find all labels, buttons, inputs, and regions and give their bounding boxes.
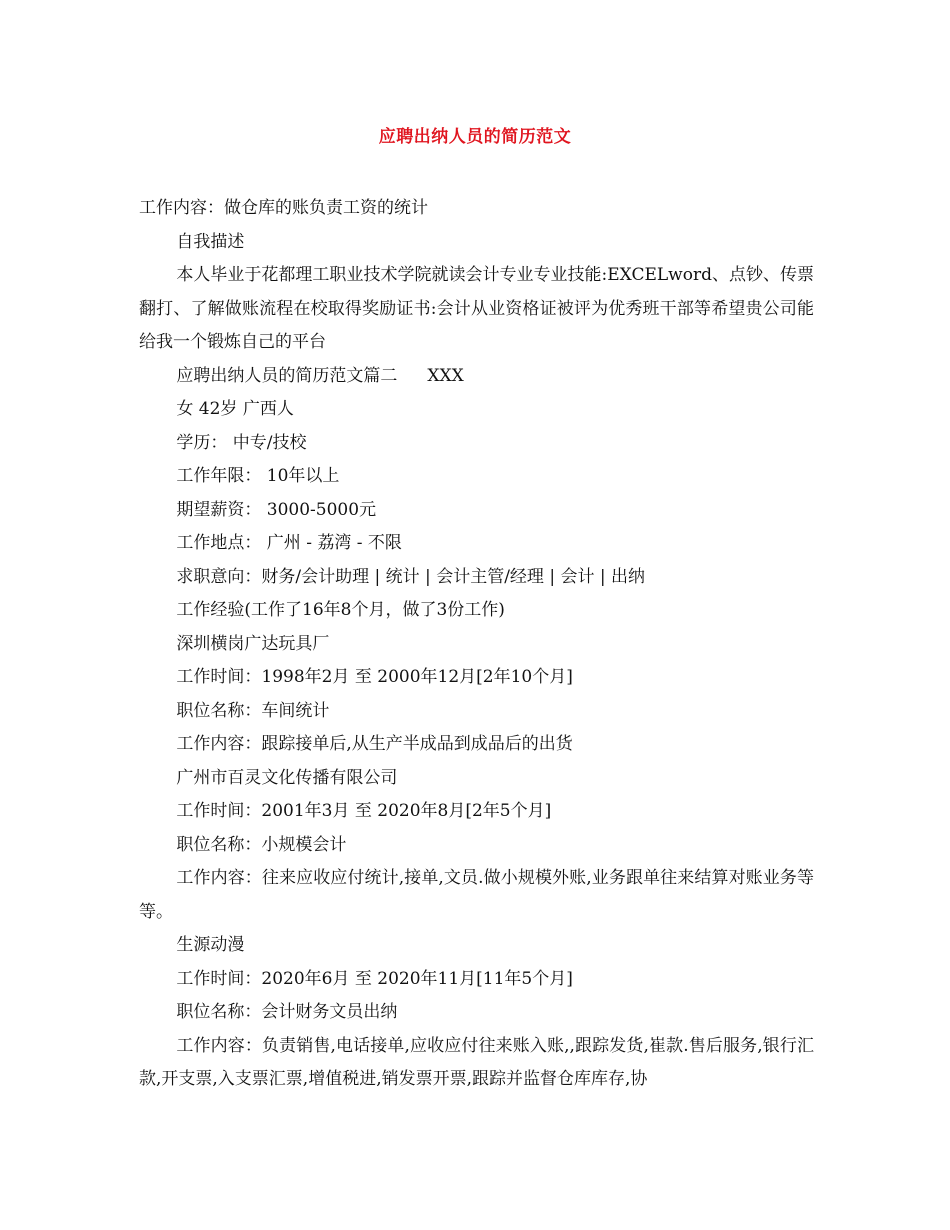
paragraph-company-1-position: 职位名称：车间统计 bbox=[176, 700, 330, 721]
paragraph-work-content-1: 工作内容：做仓库的账负责工资的统计 bbox=[139, 198, 428, 218]
paragraph-resume-two-heading bbox=[139, 360, 814, 394]
paragraph-personal-info: 女 42岁 广西人 bbox=[176, 399, 294, 419]
paragraph-company-1-content: 工作内容：跟踪接单后,从生产半成品到成品后的出货 bbox=[176, 734, 573, 754]
paragraph-work-location: 工作地点： 广州 - 荔湾 - 不限 bbox=[176, 533, 402, 553]
resume-two-title: 应聘出纳人员的简历范文篇二 bbox=[176, 365, 398, 386]
paragraph-work-years: 工作年限： 10年以上 bbox=[176, 466, 340, 486]
paragraph-work-experience: 工作经验(工作了16年8个月，做了3份工作) bbox=[176, 600, 505, 620]
paragraph-company-3-content: 工作内容：负责销售,电话接单,应收应付往来账入账,,跟踪发货,崔款.售后服务,银行汇款,开支票,入支票汇票,增值税进,销发票开票,跟踪并监督仓库库存,协 bbox=[139, 1035, 814, 1089]
paragraph-company-2-position: 职位名称：小规模会计 bbox=[176, 834, 347, 855]
paragraph-company-3-time: 工作时间：2020年6月 至 2020年11月[11年5个月] bbox=[176, 968, 573, 989]
paragraph-company-3: 生源动漫 bbox=[176, 935, 245, 955]
paragraph-company-2: 广州市百灵文化传播有限公司 bbox=[176, 767, 398, 788]
resume-two-name: XXX bbox=[427, 365, 464, 386]
paragraph-education: 学历： 中专/技校 bbox=[176, 432, 307, 453]
paragraph-expected-salary: 期望薪资： 3000-5000元 bbox=[176, 499, 377, 520]
paragraph-self-description-heading: 自我描述 bbox=[176, 231, 245, 252]
paragraph-self-description: 本人毕业于花都理工职业技术学院就读会计专业专业技能:EXCELword、点钞、传票翻打、了解做账流程在校取得奖励证书:会计从业资格证被评为优秀班干部等希望贵公司能给我一个锻炼自己的平台 bbox=[139, 265, 814, 352]
paragraph-company-1-time: 工作时间：1998年2月 至 2000年12月[2年10个月] bbox=[176, 667, 573, 687]
document-title: 应聘出纳人员的简历范文 bbox=[378, 127, 572, 147]
paragraph-job-intention: 求职意向：财务/会计助理 | 统计 | 会计主管/经理 | 会计 | 出纳 bbox=[176, 566, 645, 587]
paragraph-company-2-time: 工作时间：2001年3月 至 2020年8月[2年5个月] bbox=[176, 801, 552, 821]
paragraph-company-2-content: 工作内容：往来应收应付统计,接单,文员.做小规模外账,业务跟单往来结算对账业务等等。 bbox=[139, 868, 814, 922]
paragraph-company-1: 深圳横岗广达玩具厂 bbox=[176, 633, 330, 654]
paragraph-company-3-position: 职位名称：会计财务文员出纳 bbox=[176, 1002, 398, 1022]
document-body bbox=[139, 192, 814, 1097]
